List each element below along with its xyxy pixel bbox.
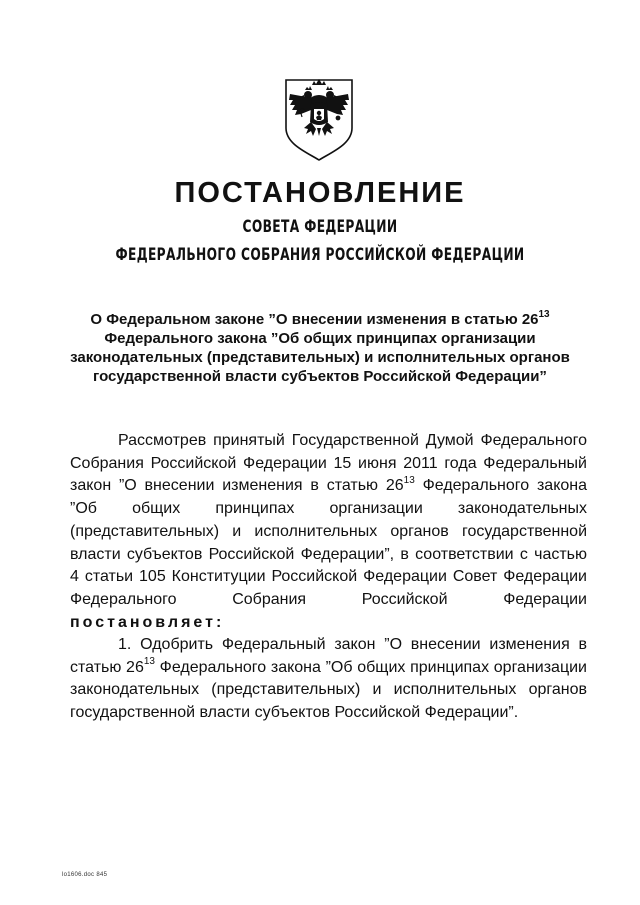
operative-paragraph-1 (70, 634, 587, 725)
resolution-heading (60, 310, 580, 386)
operative-text-part-1: 1. Одобрить Федеральный закон ”О внесении изменения в статью 26 (70, 636, 587, 676)
coat-of-arms-emblem (282, 76, 356, 162)
operative-text-part-2: Федерального закона ”Об общих принципах организации законодательных (представительных) и исполнительных органов государственной власти субъектов Российской Федерации”. (70, 658, 587, 722)
document-subtitle-line-1: СОВЕТА ФЕДЕРАЦИИ (242, 217, 398, 237)
resolves-keyword: постановляет: (70, 613, 225, 631)
operative-superscript: 13 (143, 656, 155, 668)
heading-text-part-2: Федерального закона ”Об общих принципах организации законодательных (представительных) и исполнительных органов государственной власти субъектов Российской Федерации” (70, 330, 570, 385)
heading-text-part-1: О Федеральном законе ”О внесении изменения в статью 26 (90, 311, 539, 328)
preamble-text-part-2: Федерального закона ”Об общих принципах организации законодательных (представительных) и исполнительных органов государственной власти субъектов Российской Федерации”, в соответствии с частью 4 статьи 105 Конституции Российской Федерации Совет Федерации Федерального Собрания Российской Федерации (70, 477, 588, 608)
heading-superscript: 13 (538, 309, 550, 320)
file-reference-footer: lo1606.doc 845 (62, 872, 108, 878)
preamble-superscript: 13 (403, 475, 415, 487)
document-subtitle-line-2: ФЕДЕРАЛЬНОГО СОБРАНИЯ РОССИЙСКОЙ ФЕДЕРАЦИИ (115, 245, 525, 265)
double-headed-eagle-icon (282, 76, 356, 162)
preamble-text-part-1: Рассмотрев принятый Государственной Думой Федерального Собрания Российской Федерации 15 июня 2011 года Федеральный закон ”О внесении изменения в статью 26 (70, 432, 587, 495)
preamble-paragraph (70, 430, 587, 634)
document-title: ПОСТАНОВЛЕНИЕ (174, 177, 466, 209)
